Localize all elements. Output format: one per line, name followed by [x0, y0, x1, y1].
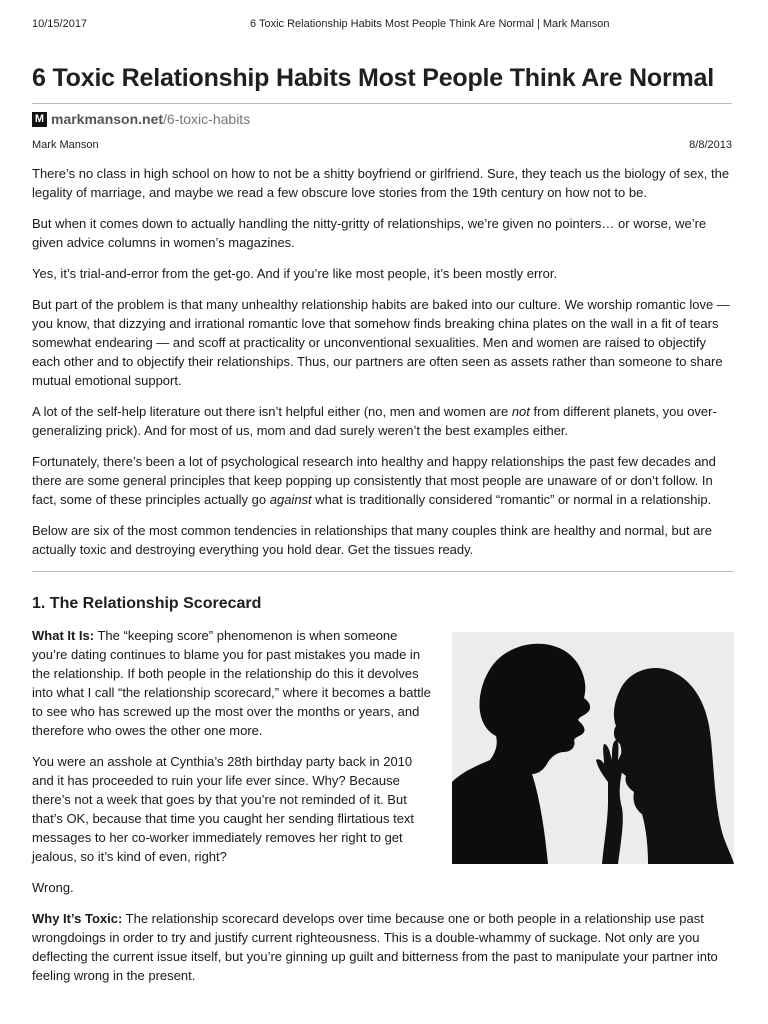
article-body	[32, 164, 734, 997]
text-run: what is traditionally considered “romantic” or normal in a relationship.	[311, 492, 712, 507]
source-domain: markmanson.net	[51, 111, 164, 127]
site-logo-icon: M	[32, 112, 47, 127]
label-why-toxic: Why It’s Toxic:	[32, 911, 123, 926]
text-run: from different planets, you over-generalizing prick). And for most of us, mom and dad surely weren’t the best examples either.	[32, 404, 717, 438]
emphasis: against	[269, 492, 312, 507]
arguing-couple-photo	[452, 632, 734, 864]
text-run: A lot of the self-help literature out there isn’t helpful either (no, men and women are	[32, 404, 512, 419]
paragraph: There’s no class in high school on how to not be a shitty boyfriend or girlfriend. Sure, they teach us the biology of sex, the legality of marriage, and maybe we read a few obscure love stories from the 19th century on how not to be.	[32, 166, 730, 200]
paragraph	[32, 452, 734, 509]
couple-silhouette-image	[452, 632, 734, 864]
print-page-title: 6 Toxic Relationship Habits Most People Think Are Normal | Mark Manson	[250, 18, 610, 30]
article-title: 6 Toxic Relationship Habits Most People Think Are Normal	[32, 64, 714, 92]
section-heading: 1. The Relationship Scorecard	[32, 595, 262, 612]
paragraph: Yes, it’s trial-and-error from the get-go. And if you’re like most people, it’s been mostly error.	[32, 266, 558, 281]
label-what-it-is: What It Is:	[32, 628, 95, 643]
author-name: Mark Manson	[32, 139, 99, 151]
text-run: The “keeping score” phenomenon is when someone you’re dating continues to blame you for past mistakes you made in the relationship. If both people in the relationship do this it devolves into what I call “the relationship scorecard,” where it becomes a battle to see who has screwed up the most over the months or years, and therefore who owes the other one more.	[32, 628, 431, 738]
emphasis: not	[511, 404, 530, 419]
paragraph	[32, 402, 734, 440]
publish-date: 8/8/2013	[689, 139, 732, 151]
source-path: /6-toxic-habits	[163, 111, 251, 127]
paragraph	[32, 909, 734, 985]
source-link[interactable]	[32, 111, 250, 127]
paragraph: Below are six of the most common tendencies in relationships that many couples think are healthy and normal, but are actually toxic and destroying everything you hold dear. Get the tissues ready.	[32, 523, 712, 557]
print-date: 10/15/2017	[32, 18, 88, 30]
paragraph: But part of the problem is that many unhealthy relationship habits are baked into our culture. We worship romantic love — you know, that dizzying and irrational romantic love that somehow finds breaking china plates on the wall in a fit of tears somewhat endearing — and scoff at practicality or unconventional sexualities. Men and women are raised to objectify each other and to objectify their relationships. Thus, our partners are often seen as assets rather than someone to share mutual emotional support.	[32, 297, 730, 388]
paragraph: But when it comes down to actually handling the nitty-gritty of relationships, we’re given no pointers… or worse, we’re given advice columns in women’s magazines.	[32, 216, 707, 250]
text-run: The relationship scorecard develops over time because one or both people in a relationship use past wrongdoings in order to try and justify current righteousness. This is a double-whammy of suckage. Not only are you deflecting the current issue itself, but you’re ginning up guilt and bitterness from the past to manipulate your partner into feeling wrong in the present.	[32, 911, 718, 983]
section-scorecard	[32, 626, 734, 985]
paragraph: Wrong.	[32, 880, 74, 895]
section-divider	[32, 571, 734, 572]
title-divider	[32, 103, 732, 104]
text-run: Fortunately, there’s been a lot of psychological research into healthy and happy relationships the past few decades and there are some general principles that keep popping up consistently that most people are unaware of or don’t follow. In fact, some of these principles actually go	[32, 454, 716, 507]
paragraph: You were an asshole at Cynthia’s 28th birthday party back in 2010 and it has proceeded to ruin your life ever since. Why? Because there’s not a week that goes by that you’re not reminded of it. But that’s OK, because that time you caught her sending flirtatious text messages to her co-worker immediately removes her right to get jealous, so it’s kind of even, right?	[32, 754, 415, 864]
